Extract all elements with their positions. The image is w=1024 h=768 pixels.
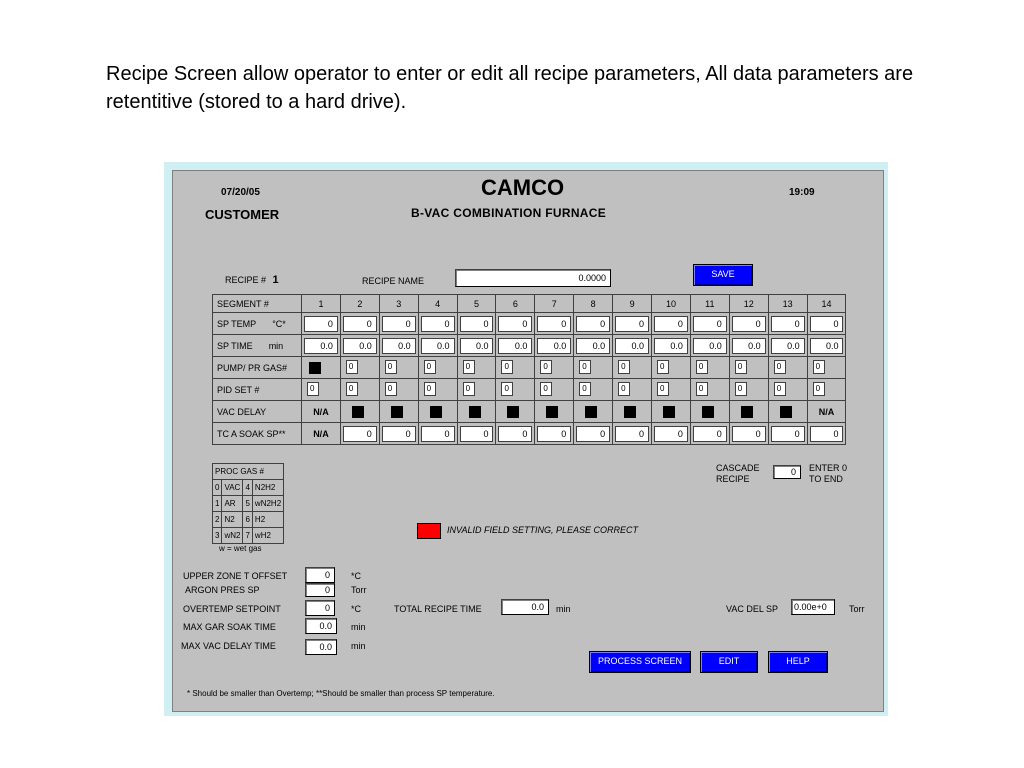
vac-delay-cell [690,401,729,423]
sp-temp-label [213,313,302,335]
cascade-recipe-input[interactable]: 0 [773,465,801,479]
pid-set-cell [574,379,613,401]
vac-delay-toggle[interactable] [352,406,364,418]
tc-soak-input[interactable]: 0 [460,426,494,442]
tc-soak-cell [379,423,418,445]
pid-set-cell [807,379,846,401]
sp-temp-cell [302,313,341,335]
sp-temp-input[interactable]: 0 [576,316,610,332]
time-display: 19:09 [789,187,815,198]
vac-delay-toggle[interactable] [780,406,792,418]
pump-gas-input[interactable]: 0 [385,360,397,374]
segment-table [212,294,846,445]
tc-soak-cell [768,423,807,445]
sp-time-cell [340,335,379,357]
proc-gas-name: N2H2 [252,480,283,496]
sp-temp-cell [340,313,379,335]
pump-gas-cell [302,357,341,379]
pid-set-input[interactable]: 0 [657,382,669,396]
pump-gas-cell [768,357,807,379]
pid-set-cell [418,379,457,401]
vac-del-sp-input[interactable]: 0.00e+0 [791,599,835,615]
sp-temp-input[interactable]: 0 [537,316,571,332]
sp-time-cell [690,335,729,357]
upper-zone-input[interactable]: 0 [305,567,335,583]
pid-set-input[interactable]: 0 [540,382,552,396]
vac-delay-toggle[interactable] [507,406,519,418]
sp-temp-input[interactable]: 0 [654,316,688,332]
pump-gas-cell [690,357,729,379]
tc-soak-label: TC A SOAK SP** [213,423,302,445]
date-display: 07/20/05 [221,187,260,198]
vac-delay-toggle[interactable] [741,406,753,418]
sp-temp-text: SP TEMP [217,318,257,329]
sp-time-cell [379,335,418,357]
pump-gas-input[interactable]: 0 [696,360,708,374]
sp-time-cell [652,335,691,357]
segment-number: 10 [652,295,691,313]
pid-set-cell [768,379,807,401]
vac-delay-time-input[interactable]: 0.0 [305,639,337,655]
segment-number: 3 [379,295,418,313]
pump-gas-row [213,357,846,379]
proc-gas-name: N2 [222,512,243,528]
pump-gas-cell [652,357,691,379]
page-caption: Recipe Screen allow operator to enter or edit all recipe parameters, All data parameters are retentitive (stored to a hard drive). [106,63,914,113]
recipe-screen [172,170,884,712]
pid-set-cell [379,379,418,401]
pump-gas-cell [457,357,496,379]
cascade-hint [809,463,847,485]
sp-temp-input[interactable]: 0 [810,316,844,332]
proc-gas-title: PROC GAS # [213,464,284,480]
pid-set-cell [690,379,729,401]
pump-gas-input[interactable]: 0 [735,360,747,374]
vac-delay-cell [768,401,807,423]
invalid-field-indicator [417,523,441,539]
proc-gas-name: wH2 [252,528,283,544]
proc-gas-code: 4 [243,480,252,496]
overtemp-input[interactable]: 0 [305,600,335,616]
sp-time-input[interactable]: 0.0 [732,338,766,354]
sp-time-input[interactable]: 0.0 [343,338,377,354]
proc-gas-code: 1 [213,496,222,512]
total-recipe-time-label: TOTAL RECIPE TIME [394,604,482,614]
vac-delay-cell [807,401,846,423]
sp-temp-input[interactable]: 0 [382,316,416,332]
sp-time-input[interactable]: 0.0 [615,338,649,354]
pump-indicator[interactable] [309,362,321,374]
vac-delay-toggle[interactable] [702,406,714,418]
segment-number: 13 [768,295,807,313]
hmi-window-frame [164,162,888,716]
pid-set-input[interactable]: 0 [307,382,319,396]
pid-set-cell [535,379,574,401]
gar-soak-label: MAX GAR SOAK TIME [183,622,276,632]
proc-gas-code: 2 [213,512,222,528]
pump-gas-cell [496,357,535,379]
tc-soak-cell [729,423,768,445]
tc-soak-cell [302,423,341,445]
sp-time-cell [574,335,613,357]
pid-set-input[interactable]: 0 [463,382,475,396]
pid-set-input[interactable]: 0 [579,382,591,396]
vac-delay-cell [379,401,418,423]
sp-time-input[interactable]: 0.0 [382,338,416,354]
pid-set-input[interactable]: 0 [385,382,397,396]
vac-delay-cell [729,401,768,423]
proc-gas-name: AR [222,496,243,512]
tc-soak-input[interactable]: 0 [343,426,377,442]
tc-soak-input[interactable]: 0 [576,426,610,442]
vac-delay-toggle[interactable] [624,406,636,418]
tc-soak-cell [807,423,846,445]
tc-soak-cell [690,423,729,445]
tc-soak-input[interactable]: 0 [537,426,571,442]
tc-soak-na: N/A [313,428,329,439]
tc-soak-input[interactable]: 0 [421,426,455,442]
proc-gas-name: VAC [222,480,243,496]
vac-delay-time-unit: min [351,641,366,651]
recipe-number-label [225,274,279,286]
pid-set-input[interactable]: 0 [424,382,436,396]
sp-time-input[interactable]: 0.0 [693,338,727,354]
vac-delay-toggle[interactable] [391,406,403,418]
segment-number: 14 [807,295,846,313]
cascade-label-line1: CASCADE [716,463,760,473]
tc-soak-input[interactable]: 0 [382,426,416,442]
pump-gas-input[interactable]: 0 [346,360,358,374]
sp-time-input[interactable]: 0.0 [304,338,338,354]
sp-temp-cell [652,313,691,335]
sp-time-input[interactable]: 0.0 [460,338,494,354]
help-button[interactable]: HELP [768,651,828,673]
pump-gas-cell [807,357,846,379]
recipe-name-input[interactable]: 0.0000 [455,269,611,287]
segment-number: 7 [535,295,574,313]
sp-temp-cell [457,313,496,335]
segment-number: 6 [496,295,535,313]
pid-set-input[interactable]: 0 [735,382,747,396]
sp-temp-input[interactable]: 0 [732,316,766,332]
process-screen-button[interactable]: PROCESS SCREEN [589,651,691,673]
cascade-label [716,463,760,485]
vac-delay-na: N/A [818,406,835,417]
segment-number: 12 [729,295,768,313]
recipe-number-text: RECIPE # [225,275,267,285]
sp-temp-cell [768,313,807,335]
argon-pres-input[interactable]: 0 [305,583,335,597]
sp-time-cell [613,335,652,357]
pump-gas-input[interactable]: 0 [813,360,825,374]
tc-soak-row [213,423,846,445]
segment-number: 8 [574,295,613,313]
brand-title: CAMCO [481,175,565,200]
sp-temp-input[interactable]: 0 [421,316,455,332]
sp-temp-cell [496,313,535,335]
sp-temp-input[interactable]: 0 [615,316,649,332]
cascade-hint-line2: TO END [809,474,843,484]
pid-set-cell [652,379,691,401]
proc-gas-code: 3 [213,528,222,544]
pump-gas-cell [574,357,613,379]
proc-gas-table [212,463,284,544]
pump-gas-input[interactable]: 0 [501,360,513,374]
vac-delay-cell [535,401,574,423]
vac-delay-cell [302,401,341,423]
vac-delay-row [213,401,846,423]
segment-number: 11 [690,295,729,313]
tc-soak-input[interactable]: 0 [771,426,805,442]
furnace-subtitle: B-VAC COMBINATION FURNACE [411,206,607,220]
sp-temp-cell [379,313,418,335]
pump-gas-cell [379,357,418,379]
gar-soak-input[interactable]: 0.0 [305,618,337,634]
sp-time-unit: min [268,340,284,351]
sp-temp-cell [535,313,574,335]
wet-gas-note: w = wet gas [219,544,262,553]
segment-number: 4 [418,295,457,313]
pump-gas-cell [340,357,379,379]
proc-gas-code: 5 [243,496,252,512]
tc-soak-cell [613,423,652,445]
sp-temp-cell [418,313,457,335]
sp-temp-unit: °C* [272,318,286,329]
vac-delay-time-label: MAX VAC DELAY TIME [181,641,276,651]
proc-gas-name: wN2 [222,528,243,544]
sp-time-cell [807,335,846,357]
pid-set-input[interactable]: 0 [696,382,708,396]
pump-gas-input[interactable]: 0 [463,360,475,374]
upper-zone-unit: *C [351,571,362,581]
argon-pres-label: ARGON PRES SP [185,585,260,595]
pid-set-input[interactable]: 0 [813,382,825,396]
tc-soak-input[interactable]: 0 [732,426,766,442]
save-button[interactable]: SAVE [693,264,753,286]
proc-gas-row [213,496,284,512]
sp-time-cell [302,335,341,357]
vac-delay-cell [652,401,691,423]
invalid-field-message: INVALID FIELD SETTING, PLEASE CORRECT [447,525,639,535]
vac-delay-toggle[interactable] [546,406,558,418]
tc-soak-cell [418,423,457,445]
sp-time-cell [457,335,496,357]
pid-set-cell [613,379,652,401]
pump-gas-cell [729,357,768,379]
pid-set-cell [729,379,768,401]
proc-gas-name: wN2H2 [252,496,283,512]
vac-delay-toggle[interactable] [469,406,481,418]
footnote: * Should be smaller than Overtemp; **Should be smaller than process SP temperature. [187,689,495,698]
sp-time-cell [535,335,574,357]
pump-gas-input[interactable]: 0 [540,360,552,374]
tc-soak-input[interactable]: 0 [654,426,688,442]
pid-set-cell [457,379,496,401]
tc-soak-cell [496,423,535,445]
customer-label: CUSTOMER [205,207,280,222]
tc-soak-cell [535,423,574,445]
sp-time-cell [768,335,807,357]
upper-zone-label: UPPER ZONE T OFFSET [183,571,288,581]
pump-gas-input[interactable]: 0 [618,360,630,374]
pump-gas-input[interactable]: 0 [774,360,786,374]
total-recipe-time-unit: min [556,604,571,614]
vac-delay-cell [418,401,457,423]
vac-del-sp-unit: Torr [849,604,865,614]
vac-delay-toggle[interactable] [430,406,442,418]
sp-time-input[interactable]: 0.0 [421,338,455,354]
sp-temp-cell [807,313,846,335]
sp-time-input[interactable]: 0.0 [771,338,805,354]
proc-gas-name: H2 [252,512,283,528]
pid-set-row [213,379,846,401]
proc-gas-code: 0 [213,480,222,496]
proc-gas-code: 7 [243,528,252,544]
proc-gas-row [213,512,284,528]
pid-set-cell [302,379,341,401]
vac-delay-cell [574,401,613,423]
overtemp-unit: *C [351,604,362,614]
tc-soak-cell [340,423,379,445]
sp-time-cell [496,335,535,357]
segment-number: 5 [457,295,496,313]
sp-time-row [213,335,846,357]
sp-temp-input[interactable]: 0 [304,316,338,332]
edit-button[interactable]: EDIT [700,651,758,673]
vac-delay-label: VAC DELAY [213,401,302,423]
segment-header-row [213,295,846,313]
tc-soak-input[interactable]: 0 [615,426,649,442]
sp-temp-cell [690,313,729,335]
sp-temp-input[interactable]: 0 [498,316,532,332]
pump-gas-input[interactable]: 0 [657,360,669,374]
sp-temp-cell [729,313,768,335]
pid-set-label: PID SET # [213,379,302,401]
gar-soak-unit: min [351,622,366,632]
sp-time-input[interactable]: 0.0 [498,338,532,354]
pump-gas-cell [613,357,652,379]
vac-delay-toggle[interactable] [585,406,597,418]
tc-soak-input[interactable]: 0 [498,426,532,442]
recipe-name-label: RECIPE NAME [362,276,425,286]
argon-pres-unit: Torr [351,585,367,595]
cascade-hint-line1: ENTER 0 [809,463,848,473]
recipe-number-value: 1 [272,274,279,286]
tc-soak-cell [457,423,496,445]
pid-set-input[interactable]: 0 [346,382,358,396]
proc-gas-row [213,528,284,544]
pump-gas-input[interactable]: 0 [424,360,436,374]
vac-delay-cell [613,401,652,423]
segment-header-label: SEGMENT # [213,295,302,313]
sp-temp-row [213,313,846,335]
cascade-label-line2: RECIPE [716,474,750,484]
vac-delay-cell [340,401,379,423]
sp-temp-input[interactable]: 0 [771,316,805,332]
sp-time-cell [729,335,768,357]
sp-temp-input[interactable]: 0 [460,316,494,332]
pump-gas-label: PUMP/ PR GAS# [213,357,302,379]
vac-delay-toggle[interactable] [663,406,675,418]
sp-time-input[interactable]: 0.0 [537,338,571,354]
sp-temp-cell [574,313,613,335]
vac-delay-na: N/A [313,406,329,417]
pump-gas-cell [418,357,457,379]
sp-time-input[interactable]: 0.0 [576,338,610,354]
pump-gas-cell [535,357,574,379]
sp-time-input[interactable]: 0.0 [810,338,844,354]
pid-set-input[interactable]: 0 [501,382,513,396]
pid-set-cell [340,379,379,401]
tc-soak-input[interactable]: 0 [810,426,844,442]
segment-number: 2 [340,295,379,313]
segment-number: 9 [613,295,652,313]
overtemp-label: OVERTEMP SETPOINT [183,604,281,614]
pid-set-cell [496,379,535,401]
sp-temp-input[interactable]: 0 [693,316,727,332]
tc-soak-cell [652,423,691,445]
tc-soak-input[interactable]: 0 [693,426,727,442]
pid-set-input[interactable]: 0 [618,382,630,396]
segment-number: 1 [302,295,341,313]
sp-temp-cell [613,313,652,335]
pid-set-input[interactable]: 0 [774,382,786,396]
proc-gas-header-row [213,464,284,480]
vac-del-sp-label: VAC DEL SP [726,604,779,614]
sp-temp-input[interactable]: 0 [343,316,377,332]
total-recipe-time-input[interactable]: 0.0 [501,599,549,615]
vac-delay-cell [496,401,535,423]
sp-time-label [213,335,302,357]
proc-gas-code: 6 [243,512,252,528]
proc-gas-row [213,480,284,496]
vac-delay-cell [457,401,496,423]
sp-time-text: SP TIME [217,340,253,351]
pump-gas-input[interactable]: 0 [579,360,591,374]
sp-time-input[interactable]: 0.0 [654,338,688,354]
sp-time-cell [418,335,457,357]
tc-soak-cell [574,423,613,445]
